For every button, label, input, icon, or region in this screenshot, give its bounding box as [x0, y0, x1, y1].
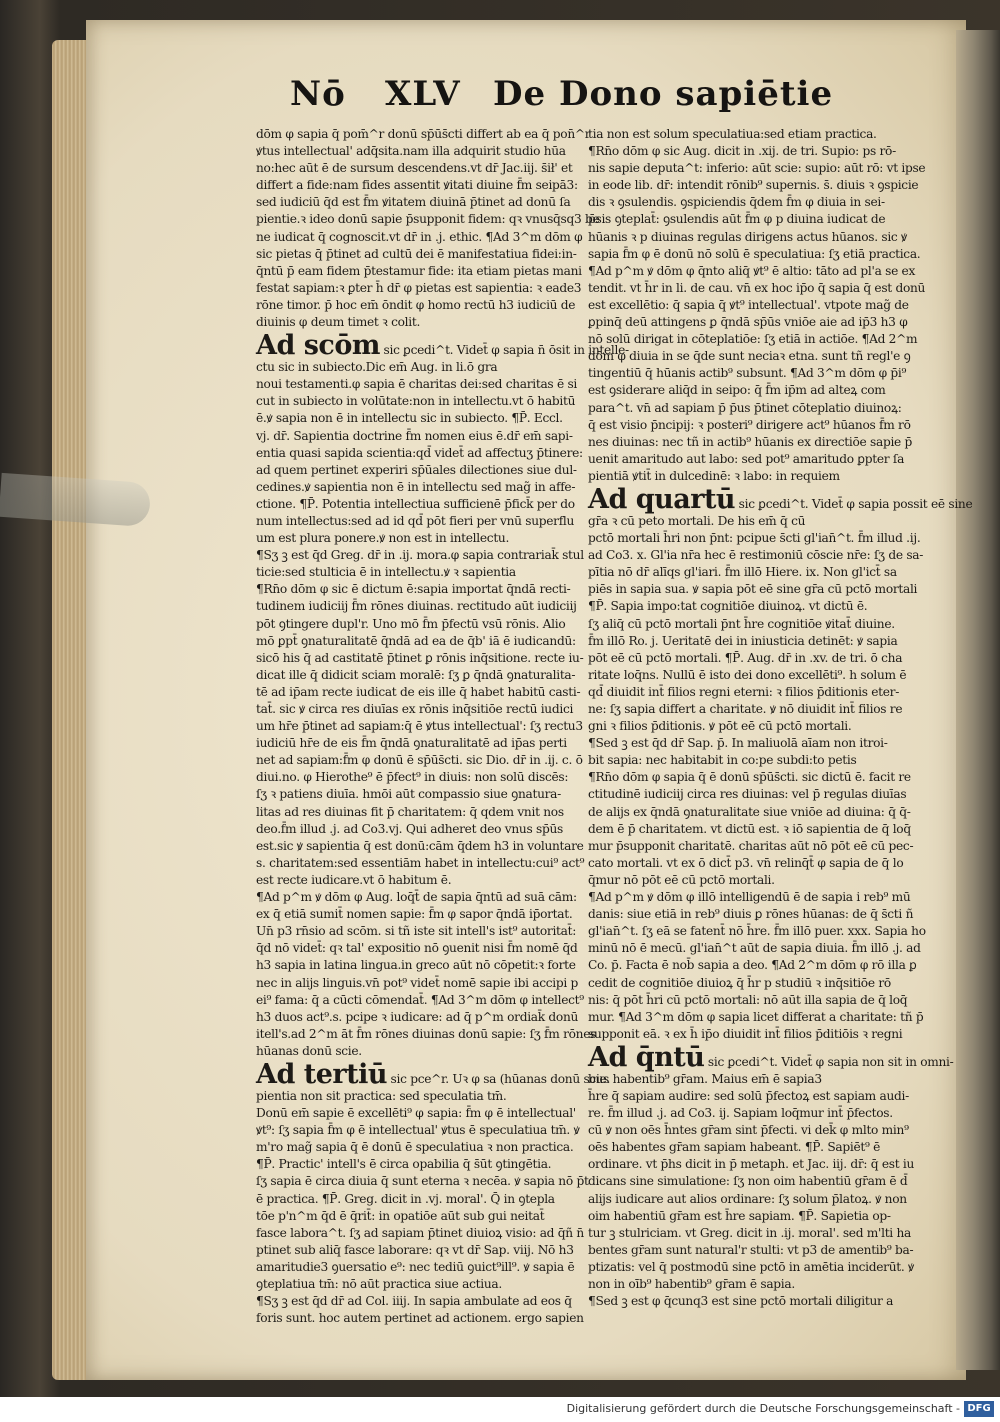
text-line: pctō mortali h̄ri non p̄nt: pcipue s̄cti gl'ian̄^t. f̄m illud .ij.: [588, 531, 921, 546]
text-line: mō ꝑpt̄ ꝯnaturalitatē q̄ndā ad ea de q̄b' iā ē iudicandū:: [256, 633, 576, 648]
text-column-right: [588, 126, 973, 1309]
text-line: q̄mur nō pōt eē cū pctō mortali.: [588, 872, 775, 887]
text-line: s. charitatem:sed essentiām habet in intellectu:cui⁹ act⁹: [256, 855, 585, 870]
text-line: h3 sapia in latina lingua.in greco aūt nō cōpetit:ꝛ forte: [256, 958, 576, 973]
dfg-logo: DFG: [964, 1401, 994, 1417]
text-line: ctitudinē iudiciij circa res diuinas: vel p̄ regulas diuīas: [588, 787, 907, 802]
text-line: nes diuinas: nec tñ in actib⁹ hūanis ex directiōe sapie p̄: [588, 434, 913, 449]
article-heading: Ad quartū: [588, 483, 736, 515]
text-line: ¶P̄. Sapia impo:tat cognitiōe diuinoꝝ. vt dictū ē.: [588, 599, 868, 614]
text-line: non in oīb⁹ habentib⁹ gr̄am ē sapia.: [588, 1277, 795, 1291]
text-line: dicans sine simulatione: ſʒ non oim habentiū gr̄am ē d̄: [588, 1174, 908, 1189]
article-initial: [256, 1058, 611, 1090]
text-line: deo.f̄m illud .j. ad Co3.vj. Qui adheret deo vnus sp̄ūs: [256, 821, 563, 836]
text-line: ¶Rn̄o dōm φ sic Aug. dicit in .xij. de tri. Supio: ps rō-: [588, 144, 896, 159]
text-line: ¶Sed ꝫ est φ q̄cunq3 est sine pctō mortali diligitur a: [588, 1294, 894, 1309]
text-line: dicat ille q̄ didicit sciam moralē: ſʒ ꝑ q̄ndā ꝯnaturalita-: [256, 667, 576, 682]
text-line: ꝑpinq̄ deū attingens ꝑ q̄ndā sp̄ūs vniōe aie ad ip̄3 h3 φ: [588, 315, 908, 330]
text-line: h3 duos act⁹.s. pcipe ꝛ iudicare: ad q̄ p^m ordiak̄ donū: [256, 1009, 579, 1024]
article-heading: Ad tertiū: [256, 1058, 387, 1090]
text-line: um hr̄e p̄tinet ad sapiam:q̄ ē ꝟtus intellectual': ſʒ rectu3: [256, 719, 583, 734]
text-line: num intellectus:sed ad id qd̄ pōt fieri per vnū superflu: [256, 513, 575, 528]
text-line: alijs iudicare aut alios ordinare: ſʒ solum p̄latoꝝ. ꝟ non: [588, 1191, 907, 1206]
text-line: ordinare. vt p̄hs dicit in p̄ metaph. et Jac. iij. dr̄: q̄ est iu: [588, 1157, 915, 1172]
text-line: ¶Sed ꝫ est q̄d dr̄ Sap. p̄. In maliuolā aīam non itroi-: [588, 736, 888, 751]
text-line: q̄d nō videt̄: qꝛ tal' expositio nō ꝯuenit nisi f̄m nomē q̄d: [256, 941, 578, 956]
text-line: tia non est solum speculatiua:sed etiam practica.: [588, 127, 877, 141]
text-line: est ꝯsiderare aliq̄d in seipo: q̄ f̄m ip̄m ad alteꝝ com: [588, 383, 886, 398]
footer-bar: [0, 1397, 1000, 1422]
text-line: nec in alijs linguis.vn̄ pot⁹ videt̄ nomē sapie ibi accipi p: [256, 975, 579, 990]
text-line: ¶Sʒ ꝫ est q̄d dr̄ ad Col. iiij. In sapia ambulate ad eos q̄: [256, 1294, 572, 1309]
running-head: [290, 74, 834, 120]
text-line: ne iudicat q̄ cognoscit.vt dr̄ in .j. ethic. ¶Ad 3^m dōm φ: [256, 229, 583, 244]
article-initial: [588, 1041, 954, 1073]
text-line: sic pietas q̄ p̄tinet ad cultū dei ē manifestatiua fidei:in-: [256, 246, 577, 261]
text-line: ¶Ad p^m ꝟ dōm φ Aug. loq̄t̄ de sapia q̄ntū ad suā cām:: [256, 890, 577, 905]
text-line: ad quem pertinet experiri sp̄ūales dilectiones siue dul-: [256, 462, 577, 477]
text-line: noui testamenti.φ sapia ē charitas dei:sed charitas ē si: [256, 377, 577, 392]
text-line: de alijs ex q̄ndā ꝯnaturalitate siue vniōe ad diuina: q̄ q̄-: [588, 804, 911, 819]
text-line: pōt ꝯtingere dupl'r. Uno mō f̄m p̄fectū vsū rōnis. Alio: [256, 616, 566, 631]
text-line: cedit de cognitiōe diuioꝝ q̄ h̄r p studiū ꝛ inq̄sitiōe rō: [588, 975, 891, 990]
text-line: Donū em̄ sapie ē excellēti⁹ φ sapia: f̄m φ ē intellectual': [256, 1106, 576, 1121]
text-line: tur ꝫ stulriciam. vt Greg. dicit in .ij. moral'. sed m'lti ha: [588, 1225, 911, 1240]
page-edges-left: [52, 40, 88, 1380]
text-line: sicō his q̄ ad castitatē p̄tinet ꝑ rōnis inq̄sitione. recte iu-: [256, 650, 584, 665]
text-line: hūanas donū scie.: [256, 1043, 362, 1058]
article-initial: [588, 483, 973, 515]
folio-number: XLV: [385, 74, 461, 114]
text-line: oēs habentes gr̄am sapiam habeant. ¶P̄. Sapiēt⁹ ē: [588, 1140, 881, 1155]
text-line: ꝟt⁹: ſʒ sapia f̄m φ ē intellectual' ꝟtus ē speculatiua tm̄. ꝟ: [256, 1123, 580, 1138]
text-line: ¶Rn̄o dōm φ sapia q̄ ē donū sp̄ūs̄cti. sic dictū ē. facit re: [588, 770, 911, 785]
text-line: ſʒ ꝛ patiens diuīa. hmōi aūt compassio siue ꝯnatura-: [256, 787, 561, 802]
text-line: ad Co3. x. Gl'ia nr̄a hec ē restimoniū cōscie nr̄e: ſʒ de sa-: [588, 548, 924, 563]
text-line: bit sapia: nec habitabit in co:pe subdi:to petis: [588, 753, 857, 768]
text-line: uenit amaritudo aut labo: sed pot⁹ amaritudo ꝑpter ſa: [588, 451, 905, 466]
text-line: bentes gr̄am sunt natural'r stulti: vt p3 de amentib⁹ ba-: [588, 1242, 914, 1257]
text-line: pōt eē cū pctō mortali. ¶P̄. Aug. dr̄ in .xv. de tri. ō cha: [588, 650, 903, 665]
text-line: pientie.ꝛ ideo donū sapie p̄supponit fidem: qꝛ vnusq̄sq3 be: [256, 212, 600, 227]
text-line: diuinis φ deum timet ꝛ colit.: [256, 315, 421, 330]
text-line: mur p̄supponit charitatē. charitas aūt nō pōt eē cū pec-: [588, 838, 914, 853]
text-line: q̄ntū p̄ eam fidem p̄testamur fide: ita etiam pietas mani: [256, 263, 582, 278]
text-line: tōe p'n^m q̄d ē q̄rit̄: in opatiōe aūt sub gui neitat̄: [256, 1208, 545, 1223]
text-line: differt a fide:nam fides assentit ꝟitati diuine f̄m seipā3:: [256, 178, 578, 193]
text-line: pītia nō dr̄ alīqs gl'iari. f̄m illō Hiere. ix. Non gl'ict̄ sa: [588, 565, 897, 580]
text-line: ꝟtus intellectual' adq̄sita.nam illa adquirit studio hūa: [256, 144, 566, 159]
article-heading-text: sic ꝑcedi^t. Videt̄ φ sapia non sit in omni-: [704, 1054, 954, 1069]
text-line: tingentiū q̄ hūanis actib⁹ subsunt. ¶Ad 3^m dōm φ p̄i⁹: [588, 366, 907, 381]
text-line: Co. p̄. Facta ē nob̄ sapia a deo. ¶Ad 2^m dōm φ rō illa ꝑ: [588, 958, 917, 973]
page-edges-right: [956, 30, 1000, 1370]
text-line: fasce labora^t. ſʒ ad sapiam p̄tinet diuioꝝ visio: ad q̄ñ n̄: [256, 1225, 584, 1240]
article-heading-text: sic ꝑcedi^t. Videt̄ φ sapia n̄ ōsit in intelle-: [379, 343, 629, 358]
text-line: bus habentib⁹ gr̄am. Maius em̄ ē sapia3: [588, 1071, 822, 1086]
text-line: dōm φ sapia q̄ pom̄^r donū sp̄ūs̄cti differt ab ea q̄ pon̄^r: [256, 127, 591, 141]
article-heading-text: sic pce^r. Uꝛ φ sa (hūanas donū scie.: [386, 1071, 611, 1086]
text-line: iudiciū hr̄e de eis f̄m q̄ndā ꝯnaturalitatē ad ip̄as perti: [256, 736, 567, 751]
text-line: entia quasi sapida scientia:qd̄ videt̄ ad affectuʒ p̄tinere:: [256, 445, 583, 460]
article-heading-text: sic ꝑcedi^t. Videt̄ φ sapia possit eē sine: [735, 496, 973, 511]
text-line: est excellētio: q̄ sapia q̄ ꝟt⁹ intellectual'. vtpote mag̃ de: [588, 297, 909, 312]
text-line: supponit eā. ꝛ ex h̄ ip̄o diuidit int̄ filios p̄ditiōis ꝛ regni: [588, 1026, 903, 1041]
text-line: vj. dr̄. Sapientia doctrine f̄m nomen eius ē.dr̄ em̄ sapi-: [256, 428, 573, 443]
text-line: no:hec aūt ē de sursum descendens.vt dr̄ Jac.iij. s̄ił' et: [256, 161, 573, 176]
text-line: dōm φ diuia in se q̄de sunt neciaꝛ etna. sunt tñ regl'e ꝯ: [588, 349, 911, 364]
text-line: m'ro mag̃ sapia q̄ ē donū ē speculatiua ꝛ non practica.: [256, 1140, 574, 1155]
text-line: ſʒ sapia ē circa diuia q̄ sunt eterna ꝛ necēa. ꝟ sapia nō p̄t: [256, 1174, 589, 1189]
text-line: danis: siue etiā in reb⁹ diuis ꝑ rōnes hūanas: de q̄ s̄cti ñ: [588, 907, 914, 922]
text-line: cato mortali. vt ex ō dict̄ p3. vn̄ relinq̄t̄ φ sapia de q̄ lo: [588, 855, 904, 870]
text-line: itell's.ad 2^m āt f̄m rōnes diuinas donū sapie: ſʒ f̄m rōnes: [256, 1026, 597, 1041]
text-line: in eode lib. dr̄: intendit rōnib⁹ supernis. s̄. diuis ꝛ ꝯspicie: [588, 178, 919, 193]
text-line: ctione. ¶P̄. Potentia intellectiua sufficienē p̄fick̄ per do: [256, 496, 575, 511]
text-line: litas ad res diuinas fit p̄ charitatem: q̄ qdem vnit nos: [256, 804, 564, 819]
text-column-left: [256, 126, 629, 1326]
text-line: re. f̄m illud .j. ad Co3. ij. Sapiam loq̄mur int̄ p̄fectos.: [588, 1106, 893, 1121]
text-line: ticie:sed stulticia ē in intellectu.ꝟ ꝛ sapientia: [256, 565, 516, 580]
article-heading: Ad scōm: [256, 330, 380, 362]
text-line: oim habentiū gr̄am est h̄re sapiam. ¶P̄. Sapietia op-: [588, 1208, 891, 1223]
text-line: ¶Ad p^m ꝟ dōm φ illō intelligendū ē de sapia i reb⁹ mū: [588, 890, 911, 905]
text-line: minū nō ē mecū. gl'ian̄^t aūt de sapia diuia. f̄m illō .j. ad: [588, 941, 921, 956]
text-line: ¶P̄. Practic' intell's ē circa opabilia q̄ s̄ūt ꝯtingētia.: [256, 1157, 552, 1172]
text-line: f̄m illō Ro. j. Ueritatē dei in iniusticia detinēt: ꝟ sapia: [588, 633, 898, 648]
text-line: ex q̄ etiā sumit̄ nomen sapie: f̄m φ sapor q̄ndā ip̄ortat.: [256, 907, 573, 922]
text-line: gr̄a ꝛ cū peto mortali. De his em̄ q̄ cū: [588, 513, 806, 528]
text-line: sapia f̄m φ ē donū nō solū ē speculatiua: ſʒ etiā practica.: [588, 246, 921, 261]
text-line: hūanis ꝛ p diuinas regulas dirigens actus hūanos. sic ꝟ: [588, 229, 907, 244]
text-line: ¶Ad p^m ꝟ dōm φ q̄nto aliq̄ ꝟt⁹ ē altio: tāto ad pl'a se ex: [588, 263, 916, 278]
text-line: tē ad ip̄am recte iudicat de eis ille q̄ habet habitū casti-: [256, 684, 581, 699]
text-line: ſʒ aliq̄ cū pctō mortali p̄nt h̄re cognitiōe ꝟitat̄ diuine.: [588, 616, 895, 631]
text-line: ptinet sub aliq̄ fasce laborare: qꝛ vt dr̄ Sap. viij. Nō h3: [256, 1242, 574, 1257]
text-line: tendit. vt h̄r in li. de cau. vn̄ ex hoc ip̄o q̄ sapia q̄ est donū: [588, 280, 926, 295]
text-line: foris sunt. hoc autem pertinet ad actionem. ergo sapien: [256, 1311, 584, 1326]
text-line: ne: ſʒ sapia differt a charitate. ꝟ nō diuidit int̄ filios re: [588, 702, 903, 716]
text-line: nō solū dirigat in cōteplatiōe: ſʒ etiā in actiōe. ¶Ad 2^m: [588, 332, 918, 347]
text-line: ptizatis: vel q̄ postmodū sine pctō in amētia inciderūt. ꝟ: [588, 1259, 914, 1274]
article-heading: Ad q̄ntū: [588, 1041, 705, 1073]
text-line: gl'ian̄^t. ſʒ eā se fatent̄ nō h̄re. f̄m illō puer. xxx. Sapia ho: [588, 924, 926, 939]
text-line: net ad sapiam:f̄m φ donū ē sp̄ūs̄cti. sic Dio. dr̄ in .ij. c. ō: [256, 753, 583, 768]
text-line: cedines.ꝟ sapientia non ē in intellectu sed mag̃ in affe-: [256, 479, 576, 494]
text-line: um est plura ponere.ꝟ non est in intellectu.: [256, 531, 510, 546]
text-line: nis sapie deputa^t: inferio: aūt scie: supio: aūt rō: vt ipse: [588, 161, 926, 176]
text-line: h̄re q̄ sapiam audire: sed solū p̄fectoꝝ est sapiam audi-: [588, 1088, 909, 1103]
text-line: gni ꝛ filios p̄ditionis. ꝟ pōt eē cū pctō mortali.: [588, 719, 852, 734]
text-line: qd̄ diuidit int̄ filios regni eterni: ꝛ filios p̄ditionis eter-: [588, 684, 900, 699]
text-line: ꝯteplatiua tm̄: nō aūt practica siue actiua.: [256, 1277, 502, 1291]
text-line: ē practica. ¶P̄. Greg. dicit in .vj. moral'. Q̄ in ꝯtepla: [256, 1191, 555, 1206]
text-line: q̄ est visio p̄ncipij: ꝛ posteri⁹ dirigere act⁹ hūanos f̄m rō: [588, 417, 911, 432]
text-line: cū ꝟ non oēs h̄ntes gr̄am sint p̄fecti. vi dek̄ φ mlto min⁹: [588, 1123, 909, 1138]
article-initial: [256, 330, 629, 362]
text-line: p̄sis ꝯteplat̄: ꝯsulendis aūt f̄m φ p diuina iudicat de: [588, 212, 886, 227]
text-line: dem ē p̄ charitatem. vt dictū est. ꝛ iō sapientia de q̄ loq̄: [588, 821, 911, 836]
text-line: festat sapiam:ꝛ ꝑter h̄ dr̄ φ pietas est sapientia: ꝛ eade3: [256, 280, 582, 295]
text-line: est.sic ꝟ sapientia q̄ est donū:cām q̄dem h3 in voluntare: [256, 838, 584, 853]
text-line: nis: q̄ pōt h̄ri cū pctō mortali: nō aūt illa sapia de q̄ loq̄: [588, 992, 908, 1007]
text-line: sed iudiciū q̄d est f̄m ꝟitatem diuinā p̄tinet ad donū ſa: [256, 195, 571, 210]
text-line: ¶Rn̄o dōm φ sic ē dictum ē:sapia importat q̄ndā recti-: [256, 582, 571, 597]
running-head-left: Nō: [290, 74, 346, 114]
text-line: cut in subiecto in volūtate:non in intellectu.vt ō habitū: [256, 394, 576, 409]
text-line: para^t. vn̄ ad sapiam p̄ p̄us p̄tinet cōteplatio diuinoꝝ:: [588, 400, 902, 415]
text-line: pientiā ꝟtit̄ in dulcedinē: ꝛ labo: in requiem: [588, 468, 840, 483]
text-line: pientia non sit practica: sed speculatia tm̄.: [256, 1088, 507, 1103]
text-line: diui.no. φ Hierothe⁹ ē p̄fect⁹ in diuis: non solū discēs:: [256, 770, 569, 785]
text-line: ē.ꝟ sapia non ē in intellectu sic in subiecto. ¶P̄. Eccl.: [256, 411, 563, 426]
text-line: ritate loq̄ns. Nullū ē isto dei dono excellēti⁹. h solum ē: [588, 667, 907, 682]
running-head-title: De Dono sapiētie: [493, 74, 834, 114]
funding-notice: Digitalisierung gefördert durch die Deutsche Forschungsgemeinschaft -: [566, 1402, 960, 1415]
text-line: Un̄ p3 rn̄sio ad scōm. si tñ iste sit intell's ist⁹ autoritat̄:: [256, 924, 577, 939]
text-line: rōne timor. p̄ hoc em̄ ōndit φ homo rectū h3 iudiciū de: [256, 297, 576, 312]
text-line: tat̄. sic ꝟ circa res diuīas ex rōnis inq̄sitiōe rectū iudici: [256, 702, 574, 716]
text-line: mur. ¶Ad 3^m dōm φ sapia licet differat a charitate: tñ p̄: [588, 1009, 924, 1024]
text-line: ei⁹ fama: q̄ a cūcti cōmendat̄. ¶Ad 3^m dōm φ intellect⁹: [256, 992, 584, 1007]
text-line: est recte iudicare.vt ō habitum ē.: [256, 872, 452, 887]
text-line: ctu sic in subiecto.Dic em̄ Aug. in li.ō gra: [256, 360, 498, 375]
text-line: dis ꝛ ꝯsulendis. ꝯspiciendis q̄dem f̄m φ diuia in sei-: [588, 195, 885, 210]
text-line: piēs in sapia sua. ꝟ sapia pōt eē sine gr̄a cū pctō mortali: [588, 582, 918, 597]
text-line: amaritudie3 ꝯuersatio e⁹: nec tediū ꝯuict⁹ill⁹. ꝟ sapia ē: [256, 1259, 575, 1274]
text-line: ¶Sʒ ꝫ est q̄d Greg. dr̄ in .ij. mora.φ sapia contrariak̄ stul: [256, 548, 584, 563]
text-line: tudinem iudiciij f̄m rōnes diuinas. rectitudo aūt iudiciij: [256, 599, 577, 614]
